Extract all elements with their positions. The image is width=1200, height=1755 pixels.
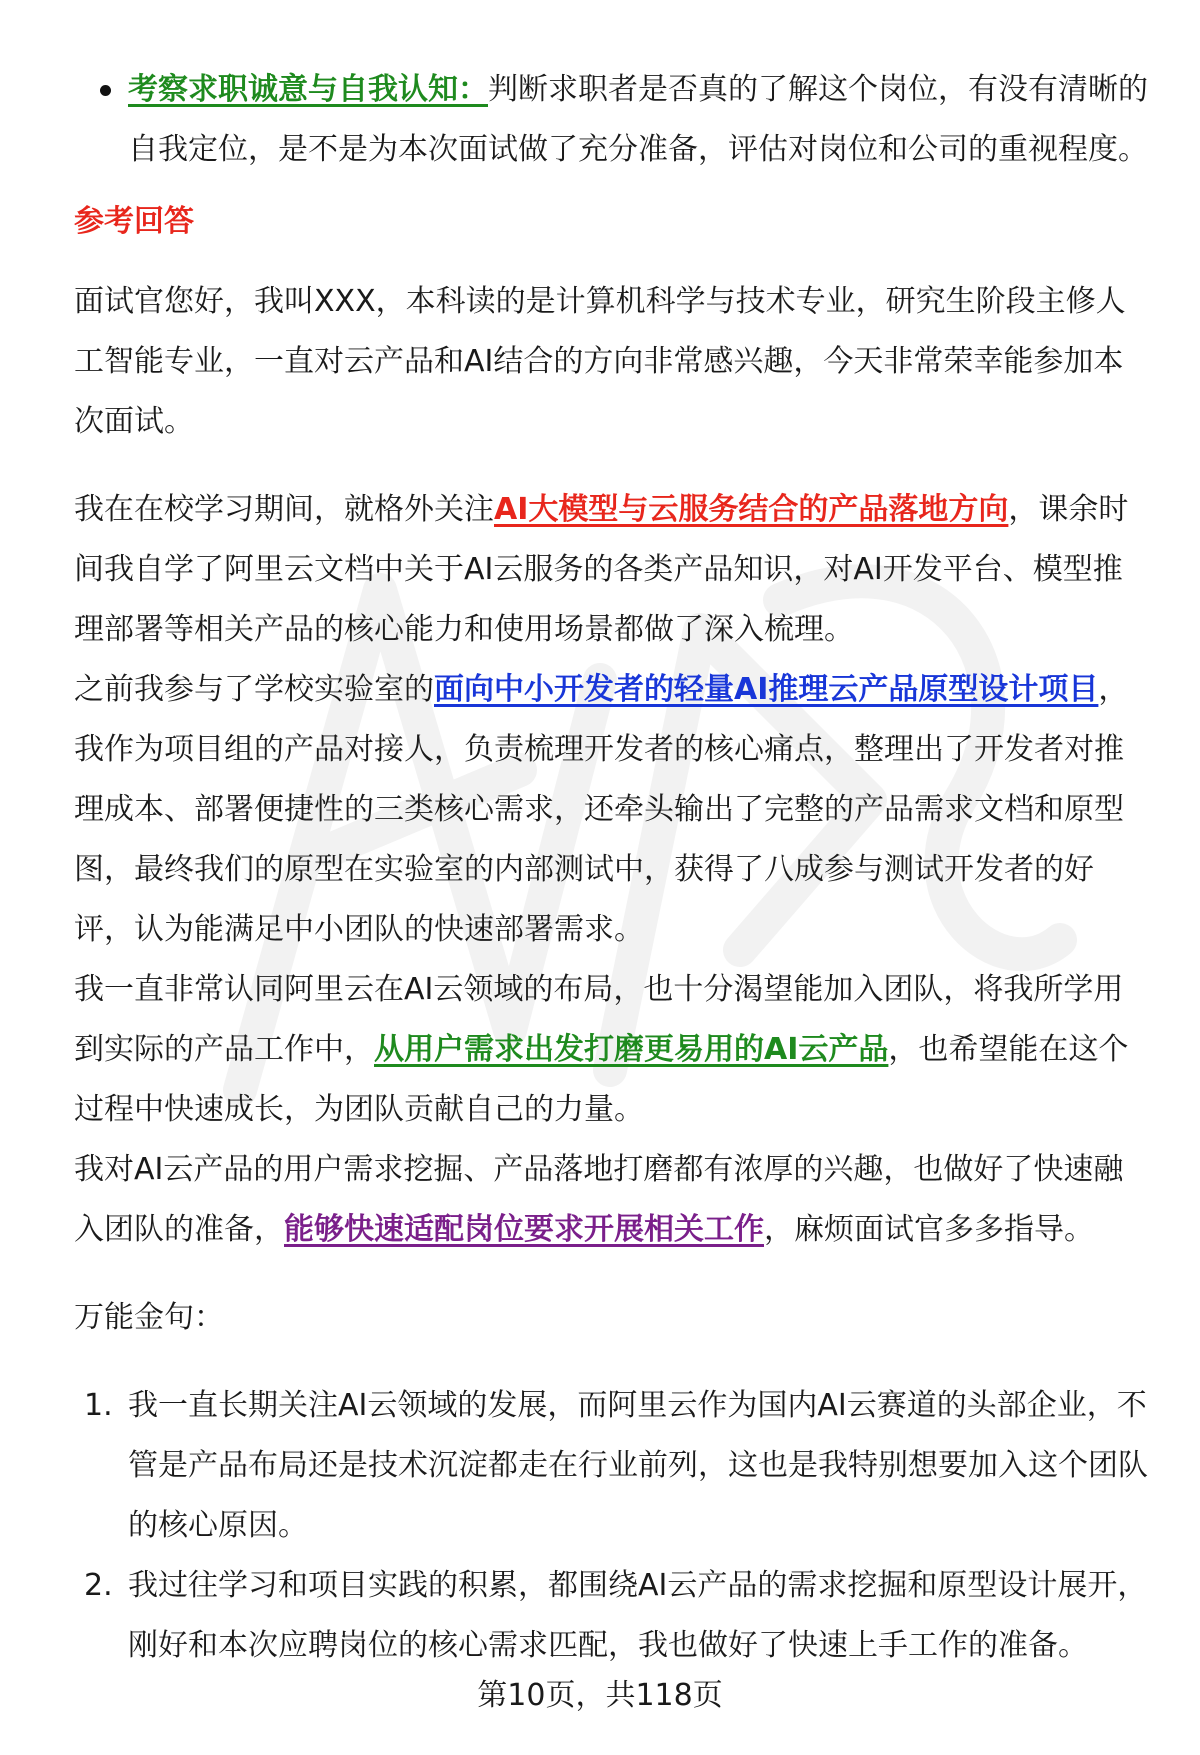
bullet-item — [74, 60, 1150, 180]
list-item-number: 2. — [84, 1568, 113, 1603]
project-highlight: 面向中小开发者的轻量AI推理云产品原型设计项目 — [434, 672, 1099, 707]
closing-paragraph — [74, 1140, 1150, 1260]
project-paragraph — [74, 660, 1150, 960]
closing-highlight: 能够快速适配岗位要求开展相关工作 — [284, 1212, 764, 1247]
answer-heading: 参考回答 — [74, 204, 194, 239]
list-item-number: 1. — [84, 1388, 113, 1423]
list-item — [74, 1376, 1150, 1556]
closing-text-pre: 我对AI云产品的用户需求挖掘、产品落地打磨都有浓厚的兴趣，也做好了快速融入团队的准备， — [74, 1152, 1124, 1247]
document-body — [74, 60, 1150, 1676]
motivation-text-pre: 我一直非常认同阿里云在AI云领域的布局，也十分渴望能加入团队，将我所学用到实际的产品工作中， — [74, 972, 1124, 1067]
bullet-dot-icon — [100, 85, 111, 96]
project-text-pre: 之前我参与了学校实验室的 — [74, 672, 434, 707]
study-paragraph — [74, 480, 1150, 660]
motivation-text-post: ，也希望能在这个过程中快速成长，为团队贡献自己的力量。 — [74, 1032, 1129, 1127]
project-text-post: ，我作为项目组的产品对接人，负责梳理开发者的核心痛点，整理出了开发者对推理成本、部署便捷性的三类核心需求，还牵头输出了完整的产品需求文档和原型图，最终我们的原型在实验室的内部测试中，获得了八成参与测试开发者的好评，认为能满足中小团队的快速部署需求。 — [74, 672, 1129, 947]
study-highlight: AI大模型与云服务结合的产品落地方向 — [494, 492, 1009, 527]
closing-text-post: ，麻烦面试官多多指导。 — [764, 1212, 1094, 1247]
motivation-highlight: 从用户需求出发打磨更易用的AI云产品 — [374, 1032, 889, 1067]
bullet-label: 考察求职诚意与自我认知： — [128, 72, 488, 107]
golden-heading: 万能金句： — [74, 1300, 224, 1335]
study-text-post: ，课余时间我自学了阿里云文档中关于AI云服务的各类产品知识，对AI开发平台、模型推理部署等相关产品的核心能力和使用场景都做了深入梳理。 — [74, 492, 1129, 647]
page-number-footer: 第10页，共118页 — [477, 1678, 723, 1713]
list-item — [74, 1556, 1150, 1676]
intro-paragraph: 面试官您好，我叫XXX，本科读的是计算机科学与技术专业，研究生阶段主修人工智能专业，一直对云产品和AI结合的方向非常感兴趣，今天非常荣幸能参加本次面试。 — [74, 284, 1126, 439]
golden-list — [74, 1376, 1150, 1676]
bullet-text: 判断求职者是否真的了解这个岗位，有没有清晰的自我定位，是不是为本次面试做了充分准备，评估对岗位和公司的重视程度。 — [128, 72, 1148, 167]
study-text-pre: 我在在校学习期间，就格外关注 — [74, 492, 494, 527]
list-item-text: 我一直长期关注AI云领域的发展，而阿里云作为国内AI云赛道的头部企业，不管是产品布局还是技术沉淀都走在行业前列，这也是我特别想要加入这个团队的核心原因。 — [128, 1388, 1148, 1543]
list-item-text: 我过往学习和项目实践的积累，都围绕AI云产品的需求挖掘和原型设计展开，刚好和本次应聘岗位的核心需求匹配，我也做好了快速上手工作的准备。 — [128, 1568, 1148, 1663]
motivation-paragraph — [74, 960, 1150, 1140]
